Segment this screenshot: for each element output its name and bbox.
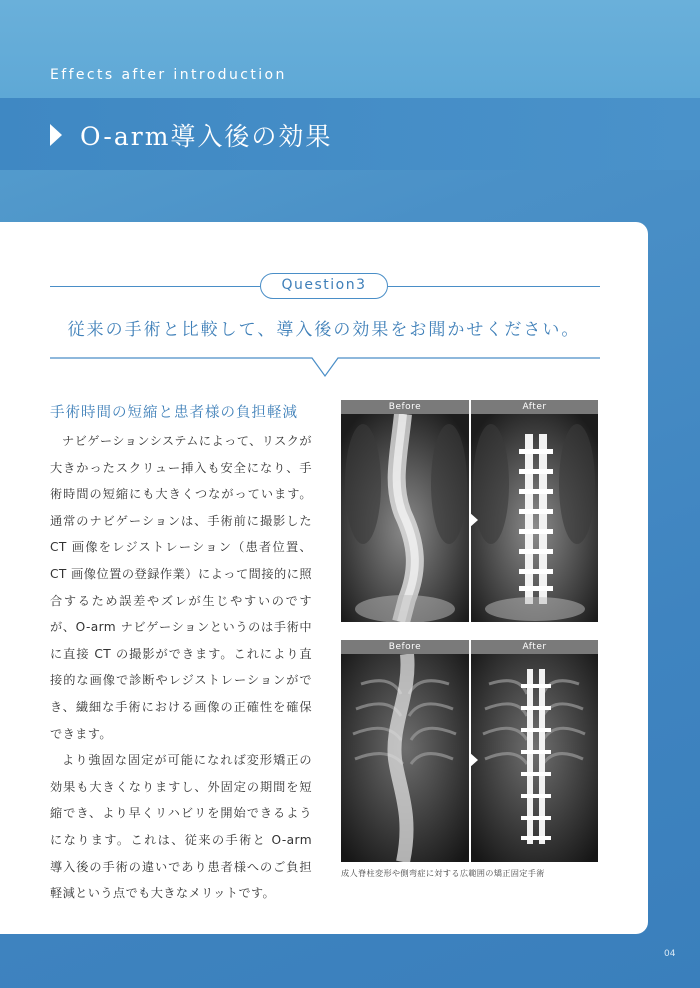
xray-before-top <box>341 400 469 622</box>
xray-after-bottom <box>471 640 598 862</box>
body-text <box>50 428 312 907</box>
question-badge: Question3 <box>260 273 388 299</box>
body-paragraph: ナビゲーションシステムによって、リスクが大きかったスクリュー挿入も安全になり、手術時間の短縮にも大きくつながっています。通常のナビゲーションは、手術前に撮影した CT 画像をレジストレーション（患者位置、CT 画像位置の登録作業）によって間接的に照合するため誤差やズレが生じやすいのですが、O-arm ナビゲーションというのは手術中に直接 CT の撮影ができます。これにより直接的な画像で診断やレジストレーションができ、繊細な手術における画像の正確性を確保できます。 <box>50 434 312 741</box>
page-title: O-arm導入後の効果 <box>80 122 333 151</box>
question-text: 従来の手術と比較して、導入後の効果をお聞かせください。 <box>67 320 581 340</box>
triangle-icon <box>50 124 62 146</box>
xray-before-bottom <box>341 640 469 862</box>
question-divider-right <box>388 286 600 287</box>
after-label: After <box>471 400 598 414</box>
question-pointer-line <box>50 356 600 380</box>
xray-image <box>341 654 469 862</box>
section-heading: 手術時間の短縮と患者様の負担軽減 <box>50 405 298 421</box>
xray-after-top <box>471 400 598 622</box>
xray-image <box>471 414 598 622</box>
page-number: 04 <box>664 949 676 959</box>
before-label: Before <box>341 400 469 414</box>
xray-image <box>341 414 469 622</box>
after-label: After <box>471 640 598 654</box>
before-label: Before <box>341 640 469 654</box>
image-caption: 成人脊柱変形や側弯症に対する広範囲の矯正固定手術 <box>341 868 545 878</box>
transition-arrow-icon <box>469 752 478 768</box>
page-subtitle: Effects after introduction <box>50 67 287 83</box>
header-band <box>0 0 700 98</box>
transition-arrow-icon <box>469 512 478 528</box>
body-paragraph: より強固な固定が可能になれば変形矯正の効果も大きくなりますし、外固定の期間を短縮でき、より早くリハビリを開始できるようになります。これは、従来の手術と O-arm 導入後の手術の違いであり患者様へのご負担軽減という点でも大きなメリットです。 <box>50 753 312 901</box>
xray-image <box>471 654 598 862</box>
question-divider-left <box>50 286 260 287</box>
